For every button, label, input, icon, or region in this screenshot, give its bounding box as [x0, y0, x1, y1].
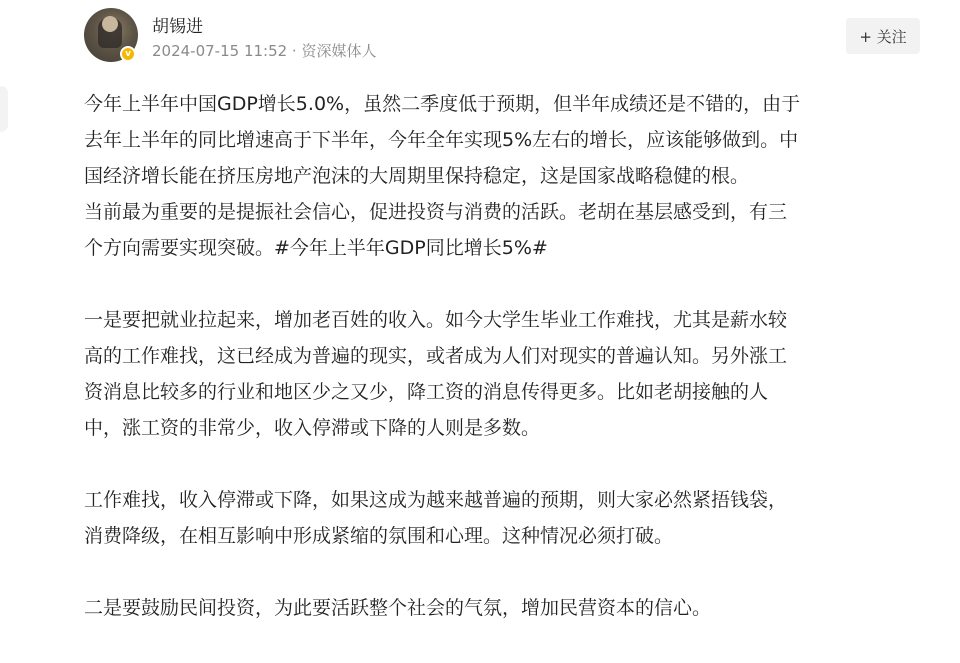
post-meta: 2024-07-15 11:52 · 资深媒体人	[152, 42, 377, 60]
paragraph-2: 一是要把就业拉起来，增加老百姓的收入。如今大学生毕业工作难找，尤其是薪水较 高的工作难找，这已经成为普遍的现实，或者成为人们对现实的普遍认知。另外涨工 资消息比较多的行业和地区少之又少，降工资的消息传得更多。比如老胡接触的人 中，涨工资的非常少，收入停滞或下降的人则是多数。	[84, 309, 788, 439]
paragraph-gap	[84, 554, 924, 590]
follow-button[interactable]: + 关注	[846, 18, 920, 54]
post-content	[84, 86, 924, 626]
paragraph-gap	[84, 446, 924, 482]
paragraph-1: 今年上半年中国GDP增长5.0%，虽然二季度低于预期，但半年成绩还是不错的，由于 去年上半年的同比增速高于下半年，今年全年实现5%左右的增长，应该能够做到。中 国经济增长能在挤压房地产泡沫的大周期里保持稳定，这是国家战略稳健的根。 当前最为重要的是提振社会信心，促进投资与消费的活跃。老胡在基层感受到，有三 个方向需要实现突破。#今年上半年GDP同比增长5%#	[84, 93, 801, 259]
post-header	[84, 8, 924, 68]
side-scroll-handle[interactable]	[0, 86, 8, 132]
paragraph-3: 工作难找，收入停滞或下降，如果这成为越来越普遍的预期，则大家必然紧捂钱袋， 消费降级，在相互影响中形成紧缩的氛围和心理。这种情况必须打破。	[84, 489, 788, 547]
verified-badge-icon: v	[120, 46, 136, 62]
paragraph-gap	[84, 266, 924, 302]
paragraph-4: 二是要鼓励民间投资，为此要活跃整个社会的气氛，增加民营资本的信心。	[84, 597, 712, 619]
author-name[interactable]: 胡锡进	[152, 17, 203, 37]
